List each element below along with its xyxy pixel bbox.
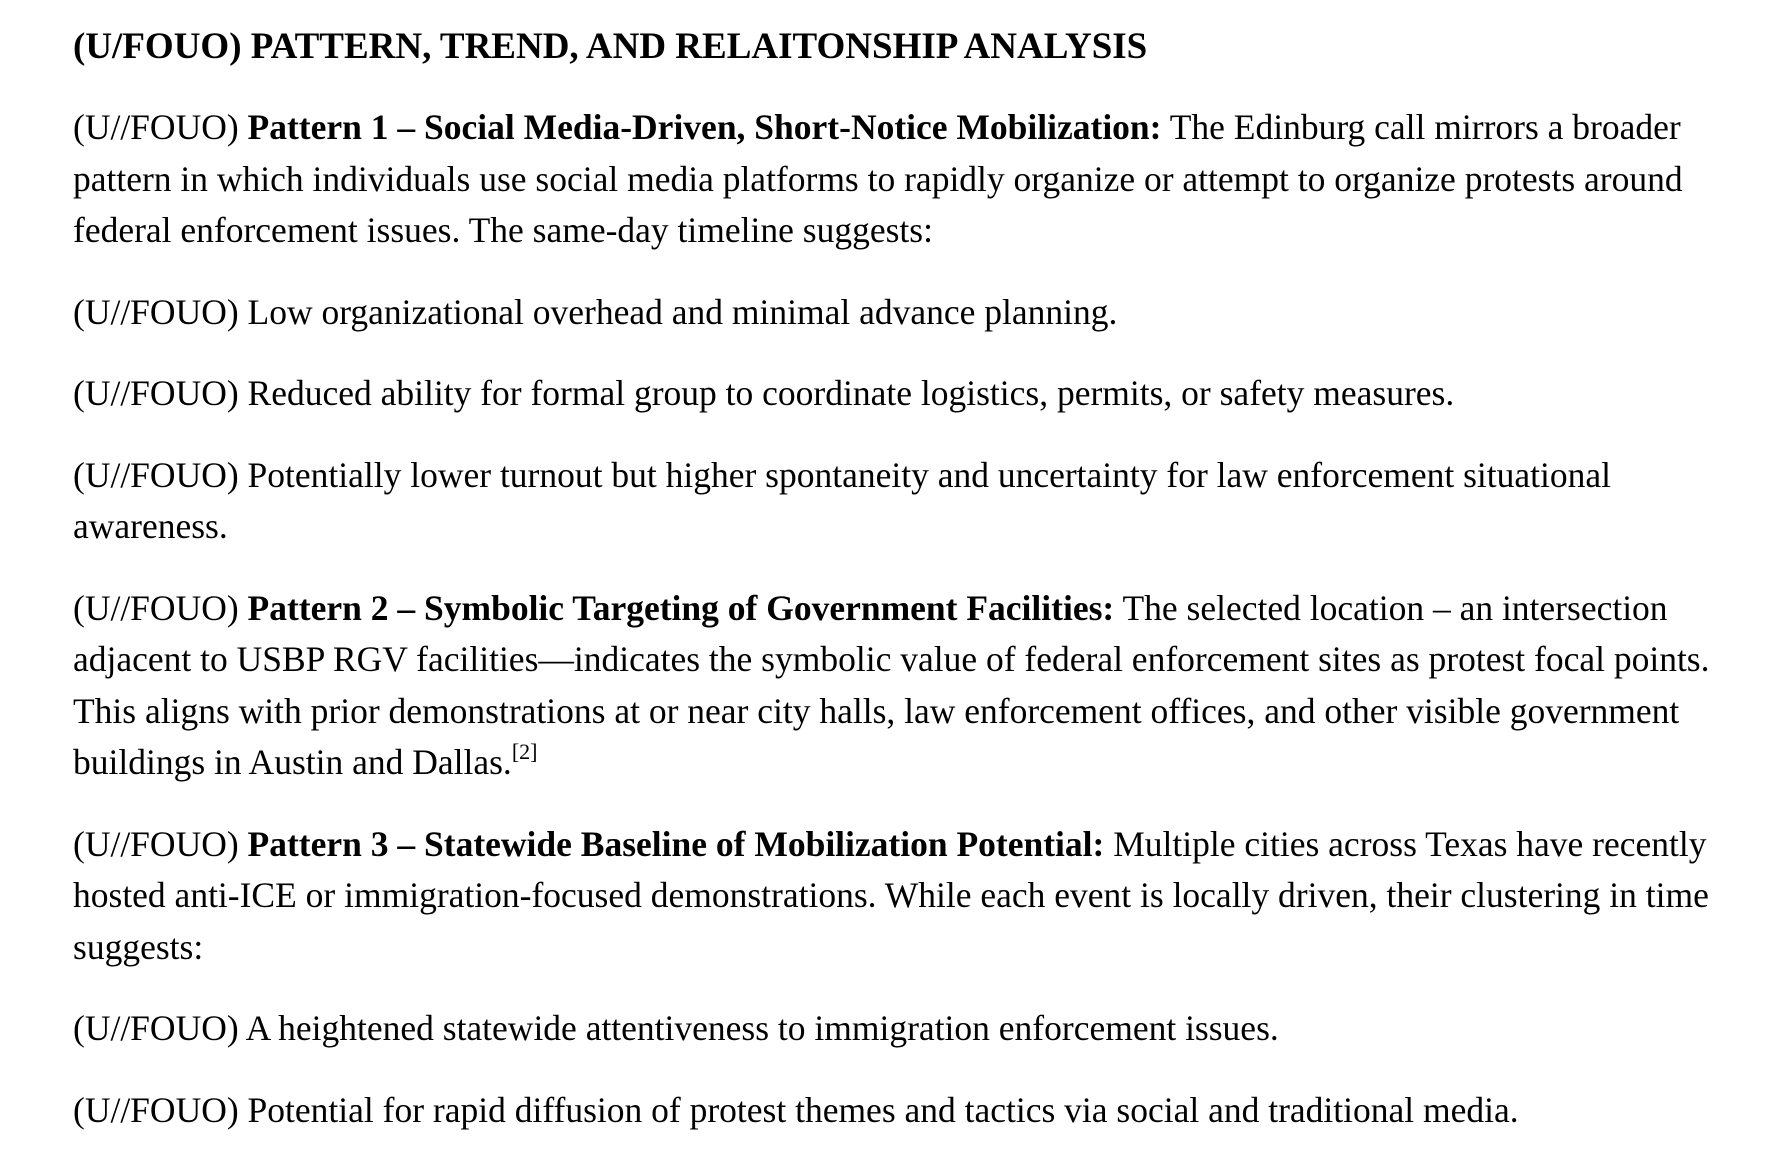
document-page <box>73 22 1773 1166</box>
classification-marking: (U//FOUO) <box>73 107 248 147</box>
classification-marking: (U//FOUO) <box>73 587 248 628</box>
paragraph-text: Potentially lower turnout but higher spontaneity and uncertainty for law enforcement situational awareness. <box>73 454 1611 546</box>
classification-marking: (U//FOUO) <box>73 373 248 413</box>
footnote-reference[interactable]: [2] <box>511 739 538 765</box>
paragraph-pattern-3 <box>73 819 1773 974</box>
paragraph-pattern-2 <box>73 583 1773 789</box>
paragraph-text: The Edinburg call mirrors a broader pattern in which individuals use social media platforms to rapidly organize or attempt to organize protests around federal enforcement issues. The same-day timeline suggests: <box>73 107 1683 250</box>
paragraph-pattern-1 <box>73 102 1773 257</box>
section-heading: (U/FOUO) PATTERN, TREND, AND RELAITONSHIP ANALYSIS <box>73 26 1148 67</box>
paragraph-reduced-ability <box>73 368 1773 420</box>
classification-marking: (U//FOUO) <box>73 291 248 332</box>
paragraph-text: Potential for rapid diffusion of protest themes and tactics via social and traditional media. <box>247 1089 1519 1130</box>
paragraph-text: Reduced ability for formal group to coordinate logistics, permits, or safety measures. <box>247 373 1455 413</box>
pattern-2-title: Pattern 2 – Symbolic Targeting of Government Facilities: <box>247 587 1115 628</box>
paragraph-statewide-attentiveness <box>73 1003 1773 1055</box>
paragraph-text: Multiple cities across Texas have recently hosted anti-ICE or immigration-focused demonstrations. While each event is locally driven, their clustering in time suggests: <box>73 823 1709 967</box>
paragraph-lower-turnout <box>73 450 1773 553</box>
pattern-3-title: Pattern 3 – Statewide Baseline of Mobilization Potential: <box>247 823 1105 864</box>
paragraph-rapid-diffusion <box>73 1085 1773 1137</box>
paragraph-text: The selected location – an intersection adjacent to USBP RGV facilities—indicates the symbolic value of federal enforcement sites as protest focal points. This aligns with prior demonstrations at or near city halls, law enforcement offices, and other visible government buildings in Austin and Dallas. <box>73 587 1710 782</box>
classification-marking: (U//FOUO) <box>73 1008 246 1048</box>
paragraph-low-overhead <box>73 287 1773 339</box>
paragraph-text: A heightened statewide attentiveness to immigration enforcement issues. <box>245 1008 1279 1048</box>
classification-marking: (U//FOUO) <box>73 454 248 495</box>
pattern-1-title: Pattern 1 – Social Media-Driven, Short-Notice Mobilization: <box>247 107 1162 147</box>
classification-marking: (U//FOUO) <box>73 1089 248 1130</box>
classification-marking: (U//FOUO) <box>73 823 248 864</box>
paragraph-text: Low organizational overhead and minimal advance planning. <box>247 291 1118 332</box>
